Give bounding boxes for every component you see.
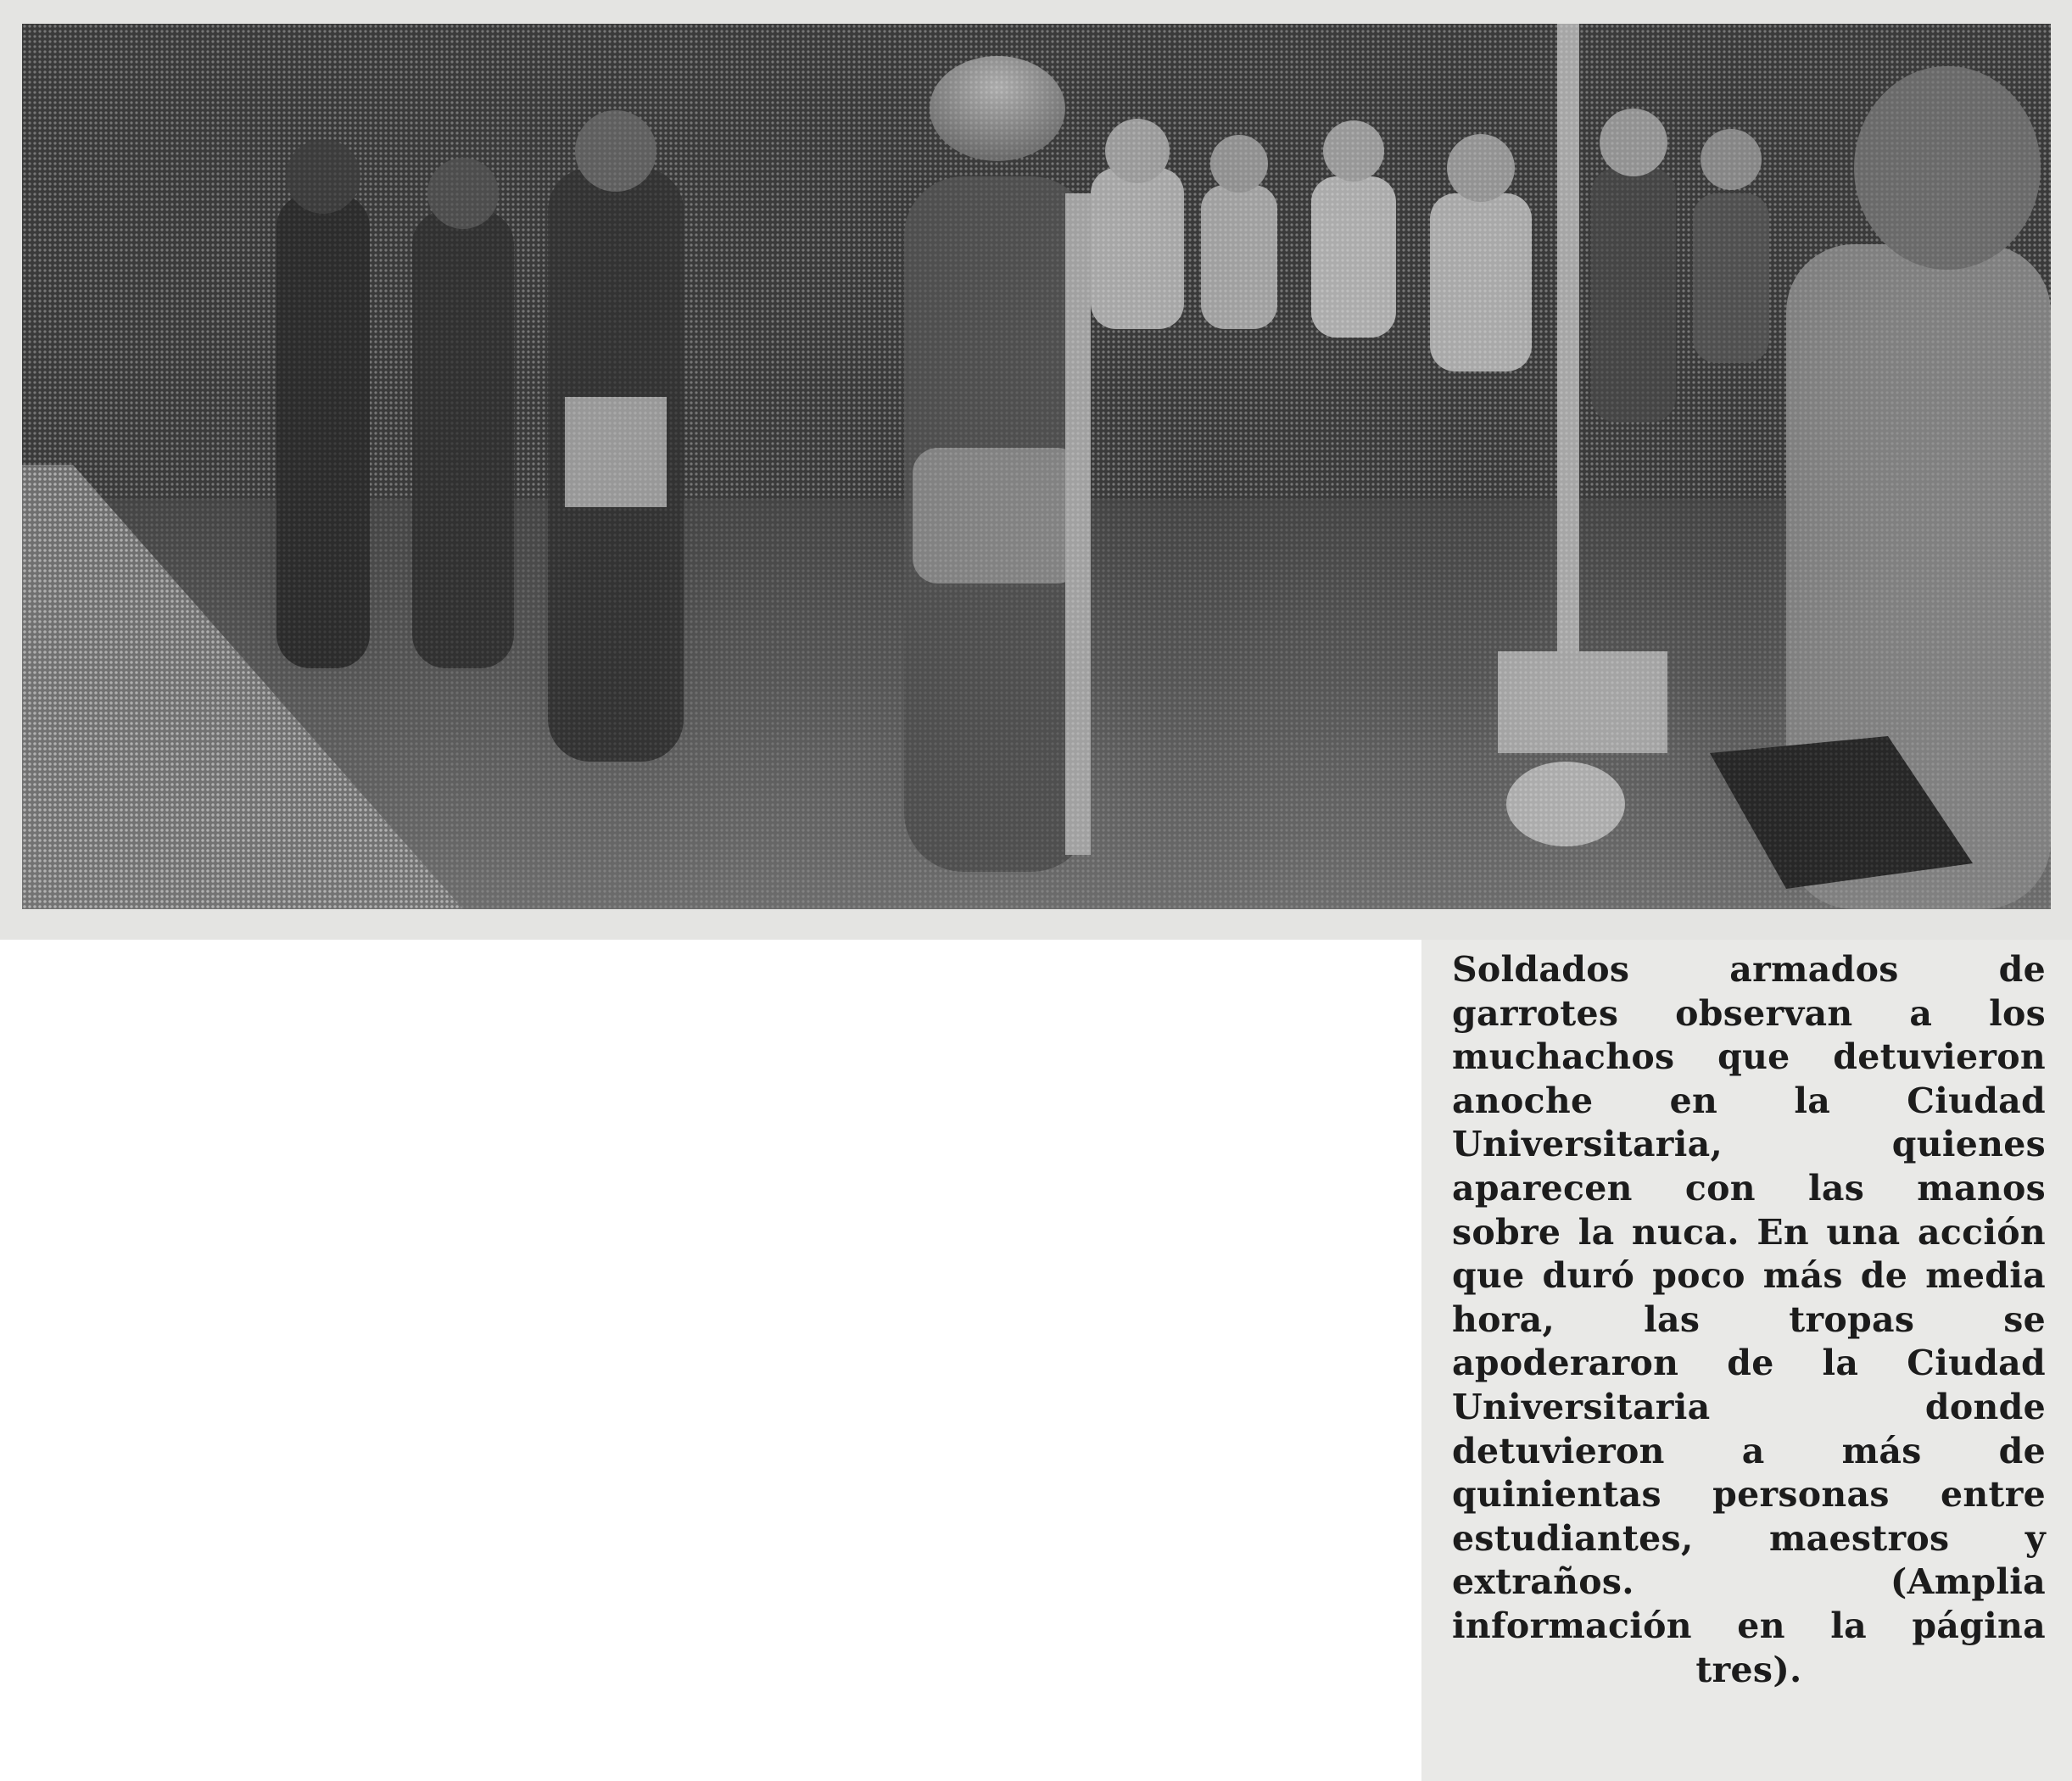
- photo-caption: Soldados armados de garrotes observan a los muchachos que detuvieron anoche en la Ciudad Universitaria, quienes aparecen con las manos sobre la nuca. En una acción que duró poco más de media hora, las tropas se apoderaron de la Ciudad Universitaria donde detuvieron a más de quinientas personas entre estudiantes, maestros y extraños. (Amplia información en la página tres).: [1452, 949, 2046, 1690]
- news-photo-halftone: [22, 24, 2051, 909]
- caption-box: [1421, 940, 2072, 1781]
- halftone-overlay: [22, 24, 2051, 909]
- news-photo: [22, 24, 2051, 909]
